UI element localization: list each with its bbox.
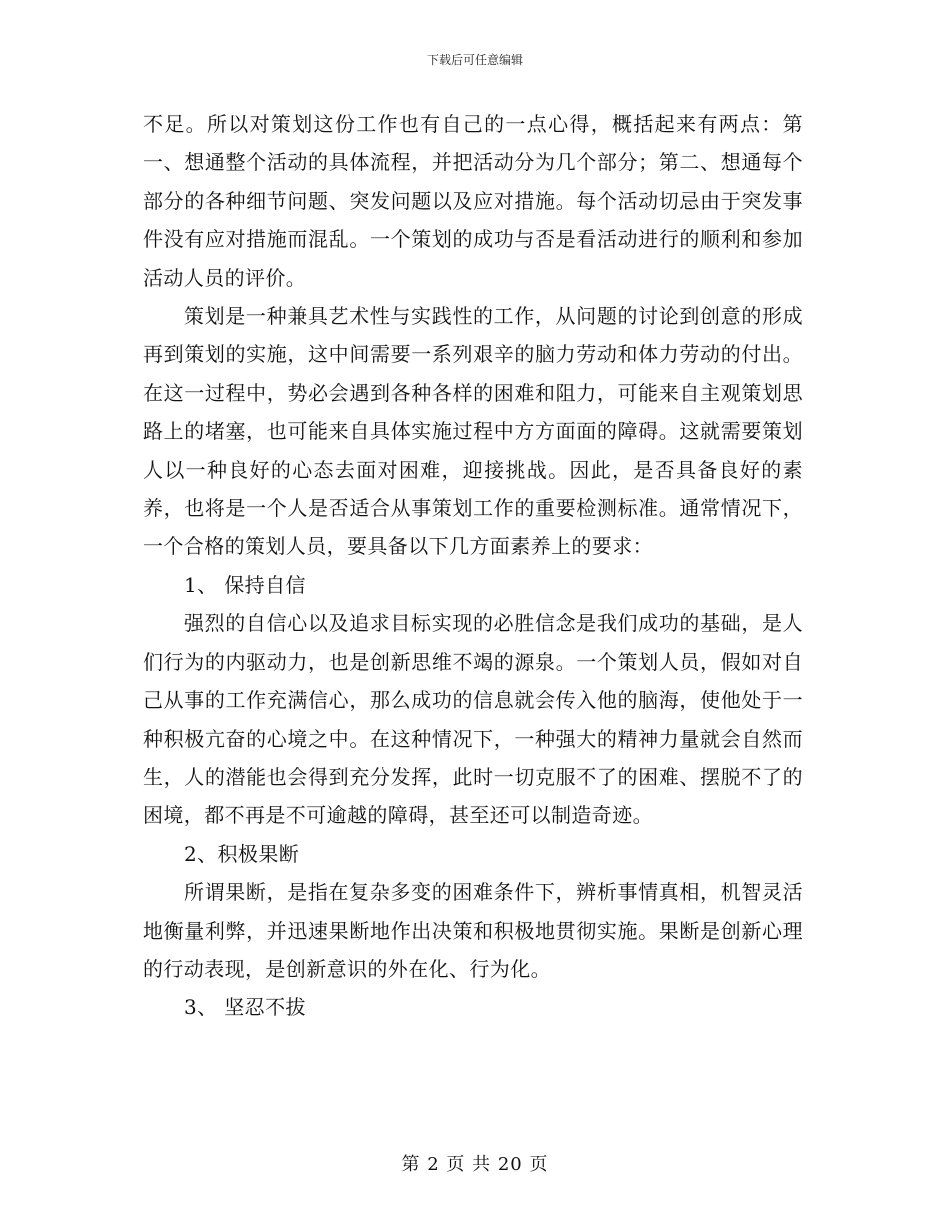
page-number: 第 2 页 共 20 页 [401,1154,549,1175]
paragraph-continuation: 不足。所以对策划这份工作也有自己的一点心得，概括起来有两点：第一、想通整个活动的具体流程，并把活动分为几个部分；第二、想通每个部分的各种细节问题、突发问题以及应对措施。每个活动切忌由于突发事件没有应对措施而混乱。一个策划的成功与否是看活动进行的顺利和参加活动人员的评价。 [143,112,803,290]
paragraph-decisive: 所谓果断，是指在复杂多变的困难条件下，辨析事情真相，机智灵活地衡量利弊，并迅速果断地作出决策和积极地贯彻实施。果断是创新心理的行动表现，是创新意识的外在化、行为化。 [143,880,803,981]
page-footer [0,1153,950,1177]
paragraph-planning-nature: 策划是一种兼具艺术性与实践性的工作，从问题的讨论到创意的形成再到策划的实施，这中间需要一系列艰辛的脑力劳动和体力劳动的付出。在这一过程中，势必会遇到各种各样的困难和阻力，可能来自主观策划思路上的堵塞，也可能来自具体实施过程中方方面面的障碍。这就需要策划人以一种良好的心态去面对困难，迎接挑战。因此，是否具备良好的素养，也将是一个人是否适合从事策划工作的重要检测标准。通常情况下，一个合格的策划人员，要具备以下几方面素养上的要求： [143,304,803,559]
header-text: 下载后可任意编辑 [426,53,523,67]
paragraph-confidence: 强烈的自信心以及追求目标实现的必胜信念是我们成功的基础，是人们行为的内驱动力，也是创新思维不竭的源泉。一个策划人员，假如对自己从事的工作充满信心，那么成功的信息就会传入他的脑海，使他处于一种积极亢奋的心境之中。在这种情况下，一种强大的精神力量就会自然而生，人的潜能也会得到充分发挥，此时一切克服不了的困难、摆脱不了的困境，都不再是不可逾越的障碍，甚至还可以制造奇迹。 [143,611,803,828]
section-heading-perseverance: 3、 坚忍不拔 [184,995,306,1020]
document-body [143,105,803,1027]
page-header [0,52,950,68]
section-heading-confidence: 1、 保持自信 [184,572,306,597]
section-heading-decisive: 2、积极果断 [184,841,300,866]
